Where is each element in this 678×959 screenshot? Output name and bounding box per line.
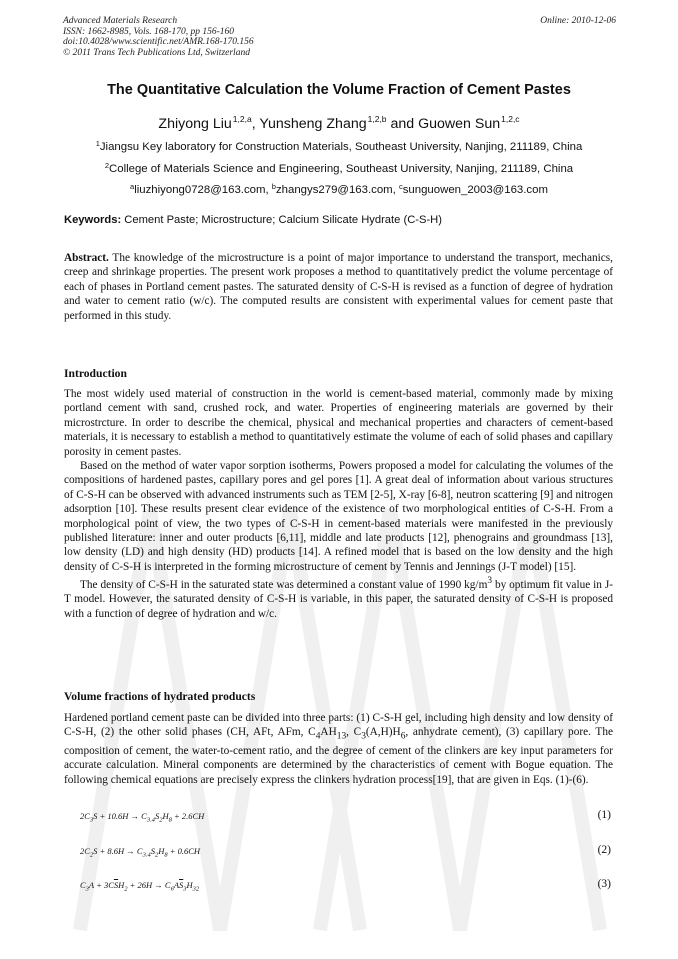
email-address: sunguowen_2003@163.com bbox=[402, 184, 548, 196]
introduction-body bbox=[64, 387, 613, 621]
intro-p3-text: by optimum fit value in J-T model. However, the saturated density of C-S-H is variable, in this paper, the saturated density of C-S-H is proposed with a function of degree of hydration and w/c. bbox=[64, 579, 613, 620]
copyright-line: © 2011 Trans Tech Publications Ltd, Switzerland bbox=[63, 47, 250, 58]
paper-title: The Quantitative Calculation the Volume Fraction of Cement Pastes bbox=[107, 82, 571, 98]
issn-line: ISSN: 1662-8985, Vols. 168-170, pp 156-160 bbox=[63, 26, 234, 37]
vol-subscript: 6 bbox=[400, 731, 406, 742]
doi-line: doi:10.4028/www.scientific.net/AMR.168-170.156 bbox=[63, 37, 254, 47]
intro-paragraph-3 bbox=[64, 574, 613, 621]
affil-sup: 1 bbox=[95, 139, 100, 148]
vol-text: , C bbox=[346, 726, 362, 739]
intro-paragraph-2: Based on the method of water vapor sorption isotherms, Powers proposed a model for calculating the volumes of the compositions of hardened pastes, capillary pores and gel pores [1]. A great deal of information about various structures of C-S-H can be observed with advanced instruments such as TEM [2-5], X-ray [6-8], neutron scattering [9] and nitrogen adsorption [10]. These results present clear evidence of the existence of two morphological entities of C-S-H. From a morphological point of view, the two types of C-S-H in cement-based materials were manifested in the previously published literature: inner and outer products [6,11], middle and late products [12], phenograins and groundmass [13], low density (LD) and high density (HD) products [14]. A refined model that is based on the low density and the high density of C-S-H is interpreted in the forming microstructure of cement by Tennis and Jennings (J-T model) [15]. bbox=[64, 460, 613, 573]
intro-p3-sup: 3 bbox=[487, 576, 493, 587]
email-address: liuzhiyong0728@163.com, bbox=[134, 184, 272, 196]
keywords-line bbox=[64, 214, 442, 226]
keywords-label: Keywords: bbox=[64, 214, 122, 226]
abstract-paragraph bbox=[64, 251, 613, 323]
vol-text: (A,H)H bbox=[365, 726, 401, 739]
intro-paragraph-1: The most widely used material of construction in the world is cement-based material, commonly made by mixing portland cement with sand, crushed rock, and water. Properties of engineering materials are governed by their microstrcture. In order to describe the chemical, physical and mechanical properties and characters of cement-based materials, it is necessary to establish a method to quantitatively estimate the volume of each of solid phases and capillary porosity in cement pastes. bbox=[64, 388, 613, 458]
vol-text: , anhydrate cement), (3) capillary pore. The composition of cement, the water-to-cement ratio, and the degree of cement of the clinkers are key input parameters for accurate calculation. Mineral components are determined by the characteristics of cement with Bogue equation. The following chemical equations are precisely express the clinkers hydration process[19], that are given in Eqs. (1)-(6). bbox=[64, 726, 613, 786]
vol-text: AH bbox=[320, 726, 337, 739]
equation-2: $2C_2S + 8.6H \to C_{3.4}S_2H_8 + 0.6CH$ bbox=[80, 846, 201, 859]
online-date: Online: 2010-12-06 bbox=[540, 16, 616, 26]
equation-number: (1) bbox=[597, 809, 611, 821]
author-list bbox=[40, 114, 638, 132]
volume-fractions-body bbox=[64, 711, 613, 787]
affiliation-2 bbox=[30, 161, 648, 175]
intro-p3-text: The density of C-S-H in the saturated state was determined a constant value of 1990 kg/m bbox=[80, 579, 488, 592]
journal-name: Advanced Materials Research bbox=[63, 16, 178, 26]
author-conjunction: and bbox=[386, 116, 419, 132]
affiliation-1 bbox=[30, 139, 648, 153]
introduction-heading: Introduction bbox=[64, 367, 127, 380]
equation-number: (2) bbox=[597, 844, 611, 856]
vol-subscript: 13 bbox=[336, 731, 347, 742]
affil-text: College of Materials Science and Engineering, Southeast University, Nanjing, 211189, China bbox=[109, 163, 574, 175]
author-emails bbox=[30, 182, 648, 196]
email-address: zhangys279@163.com, bbox=[275, 184, 399, 196]
author-name: Guowen Sun bbox=[418, 116, 501, 132]
author-affil-sup: 1,2,a bbox=[232, 114, 252, 124]
author-name: Zhiyong Liu bbox=[158, 116, 232, 132]
author-affil-sup: 1,2,b bbox=[367, 114, 387, 124]
vol-text: Hardened portland cement paste can be divided into three parts: (1) C-S-H gel, including high density and low density of C-S-H, (2) the other solid phases (CH, AFt, AFm, C bbox=[64, 712, 613, 739]
affil-sup: 2 bbox=[104, 161, 110, 170]
author-separator: , bbox=[251, 116, 260, 132]
equation-3: $C_3A + 3C\overline{S}H_2 + 26H \to C_6A\overline{S}_3H_{32}$ bbox=[80, 880, 200, 893]
abstract-text: The knowledge of the microstructure is a point of major importance to understand the transport, mechanics, creep and shrinkage properties. The present work proposes a method to quantitatively predict the volume percentage of each of phases in Portland cement pastes. The saturated density of C-S-H is revised as a function of degree of hydration and water to cement ratio (w/c). The computed results are consistent with experimental values for cement paste that performed in this study. bbox=[64, 252, 613, 322]
affil-text: Jiangsu Key laboratory for Construction Materials, Southeast University, Nanjing, 211189, China bbox=[99, 141, 583, 153]
equation-1: $2C_3S + 10.6H \to C_{3.4}S_2H_8 + 2.6CH$ bbox=[80, 811, 205, 824]
journal-header bbox=[63, 16, 254, 58]
email-sup: a bbox=[130, 182, 135, 191]
author-name: Yunsheng Zhang bbox=[259, 116, 367, 132]
email-sup: c bbox=[398, 182, 403, 191]
volume-fractions-heading: Volume fractions of hydrated products bbox=[64, 690, 256, 703]
vol-subscript: 4 bbox=[315, 731, 321, 742]
keywords-text: Cement Paste; Microstructure; Calcium Silicate Hydrate (C-S-H) bbox=[121, 214, 442, 226]
equation-number: (3) bbox=[597, 878, 611, 890]
author-affil-sup: 1,2,c bbox=[501, 114, 520, 124]
email-sup: b bbox=[271, 182, 276, 191]
abstract-label: Abstract. bbox=[64, 252, 109, 264]
vol-subscript: 3 bbox=[361, 731, 366, 742]
